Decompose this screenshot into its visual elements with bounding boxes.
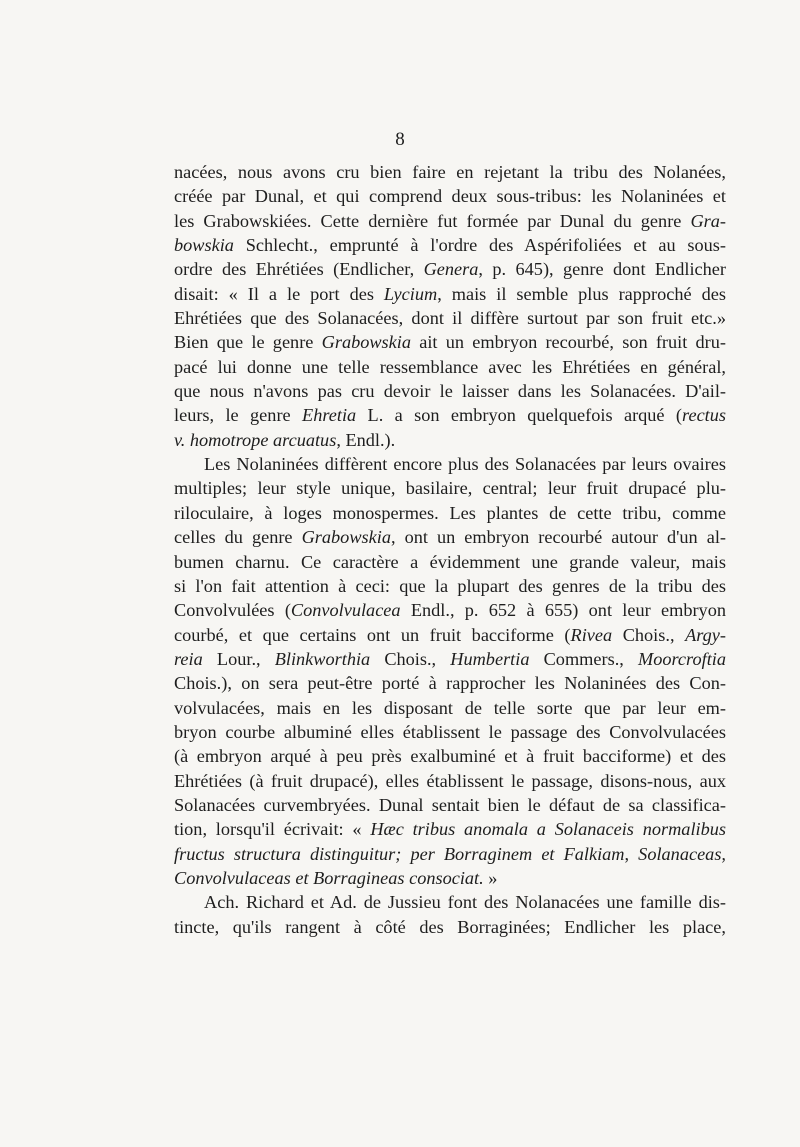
text-line: nacées, nous avons cru bien faire en rejetant la tribu des Nolanées, (174, 162, 726, 182)
text-line: fructus structura distinguitur; per Borraginem et Falkiam, Solanaceas, (174, 843, 726, 864)
text-line: leurs, le genre Ehretia L. a son embryon quelquefois arqué (rectus (174, 405, 726, 426)
text-line: v. homotrope arcuatus, Endl.). (174, 429, 396, 450)
text-line: reia Lour., Blinkworthia Chois., Humbertia Commers., Moorcroftia (174, 648, 726, 669)
text-line: Ehrétiées que des Solanacées, dont il diffère surtout par son fruit etc.» (174, 308, 726, 329)
text-line: disait: « Il a le port des Lycium, mais il semble plus rapproché des (174, 283, 726, 304)
text-line: Ehrétiées (à fruit drupacé), elles établissent le passage, disons-nous, aux (174, 770, 726, 791)
text-line: courbé, et que certains ont un fruit bacciforme (Rivea Chois., Argy- (174, 624, 726, 645)
text-line: Chois.), on sera peut-être porté à rapprocher les Nolaninées des Con- (174, 673, 726, 694)
page-number: 8 (395, 129, 405, 150)
text-line: Bien que le genre Grabowskia ait un embryon recourbé, son fruit dru- (174, 332, 726, 353)
text-line: Solanacées curvembryées. Dunal sentait bien le défaut de sa classifica- (174, 794, 726, 815)
text-line: Convolvulées (Convolvulacea Endl., p. 652 à 655) ont leur embryon (174, 600, 726, 621)
text-line: pacé lui donne une telle ressemblance avec les Ehrétiées en général, (174, 356, 726, 377)
text-line: bowskia Schlecht., emprunté à l'ordre des Aspérifoliées et au sous- (174, 235, 726, 256)
text-line: Ach. Richard et Ad. de Jussieu font des Nolanacées une famille dis- (204, 892, 726, 913)
text-line: les Grabowskiées. Cette dernière fut formée par Dunal du genre Gra- (174, 210, 726, 231)
text-line: multiples; leur style unique, basilaire, central; leur fruit drupacé plu- (174, 478, 726, 499)
text-line: bumen charnu. Ce caractère a évidemment une grande valeur, mais (174, 551, 726, 572)
text-line: si l'on fait attention à ceci: que la plupart des genres de la tribu des (174, 575, 726, 596)
text-line: tion, lorsqu'il écrivait: « Hæc tribus anomala a Solanaceis normalibus (174, 819, 726, 840)
text-line: bryon courbe albuminé elles établissent le passage des Convolvulacées (174, 721, 726, 742)
body-text (174, 160, 726, 939)
text-line: (à embryon arqué à peu près exalbuminé et à fruit bacciforme) et des (174, 746, 726, 767)
text-line: ordre des Ehrétiées (Endlicher, Genera, p. 645), genre dont Endlicher (174, 259, 726, 280)
text-line: que nous n'avons pas cru devoir le laisser dans les Solanacées. D'ail- (174, 381, 726, 402)
text-line: volvulacées, mais en les disposant de telle sorte que par leur em- (174, 697, 726, 718)
text-line: tincte, qu'ils rangent à côté des Borraginées; Endlicher les place, (174, 916, 726, 937)
text-line: celles du genre Grabowskia, ont un embryon recourbé autour d'un al- (174, 527, 726, 548)
text-line: créée par Dunal, et qui comprend deux sous-tribus: les Nolaninées et (174, 186, 726, 207)
text-line: Les Nolaninées diffèrent encore plus des Solanacées par leurs ovaires (204, 454, 726, 475)
text-line: riloculaire, à loges monospermes. Les plantes de cette tribu, comme (174, 502, 726, 523)
text-line: Convolvulaceas et Borragineas consociat. » (174, 867, 498, 888)
